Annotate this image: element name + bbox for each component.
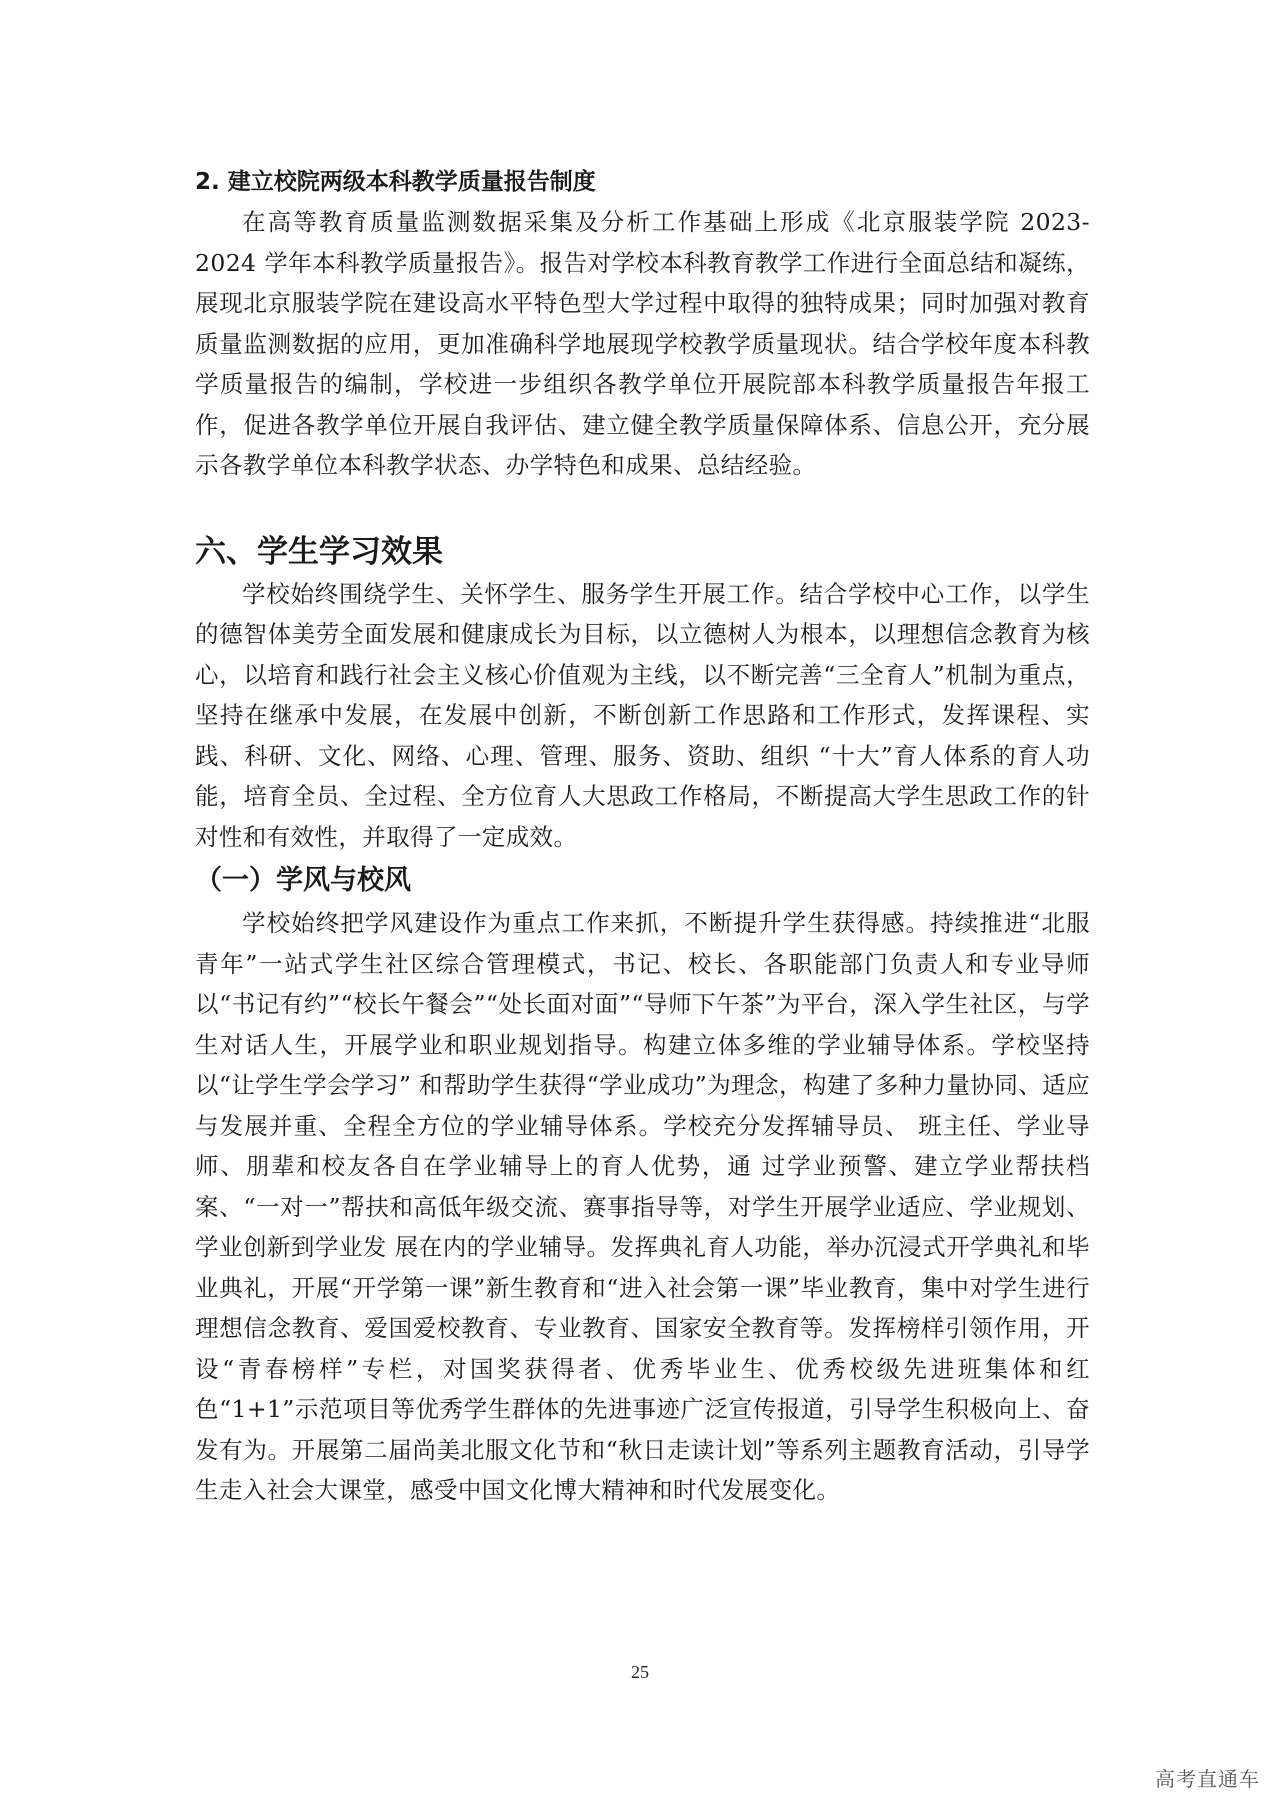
- learning-outcomes-intro-paragraph: 学校始终围绕学生、关怀学生、服务学生开展工作。结合学校中心工作，以学生的德智体美劳全面发展和健康成长为目标，以立德树人为根本，以理想信念教育为核心，以培育和践行社会主义核心价值观为主线，以不断完善“三全育人”机制为重点，坚持在继承中发展，在发展中创新，不断创新工作思路和工作形式，发挥课程、实践、科研、文化、网络、心理、管理、服务、资助、组织 “十大”育人体系的育人功能，培育全员、全过程、全方位育人大思政工作格局，不断提高大学生思政工作的针对性和有效性，并取得了一定成效。: [195, 579, 1090, 851]
- subsection-title-study-style: （一）学风与校风: [195, 865, 411, 896]
- report-system-paragraph: 在高等教育质量监测数据采集及分析工作基础上形成《北京服装学院 2023-2024 学年本科教学质量报告》。报告对学校本科教育教学工作进行全面总结和凝练，展现北京服装学院在建设高水平特色型大学过程中取得的独特成果；同时加强对教育质量监测数据的应用，更加准确科学地展现学校教学质量现状。结合学校年度本科教学质量报告的编制，学校进一步组织各教学单位开展院部本科教学质量报告年报工作，促进各教学单位开展自我评估、建立健全教学质量保障体系、信息公开，充分展示各教学单位本科教学状态、办学特色和成果、总结经验。: [195, 208, 1090, 479]
- study-style-paragraph: 学校始终把学风建设作为重点工作来抓，不断提升学生获得感。持续推进“北服青年”一站式学生社区综合管理模式，书记、校长、各职能部门负责人和专业导师以“书记有约”“校长午餐会”“处长面对面”“导师下午茶”为平台，深入学生社区，与学生对话人生，开展学业和职业规划指导。构建立体多维的学业辅导体系。学校坚持以“让学生学会学习” 和帮助学生获得“学业成功”为理念，构建了多种力量协同、适应 与发展并重、全程全方位的学业辅导体系。学校充分发挥辅导员、 班主任、学业导师、朋辈和校友各自在学业辅导上的育人优势，通 过学业预警、建立学业帮扶档案、“一对一”帮扶和高低年级交流、赛事指导等，对学生开展学业适应、学业规划、学业创新到学业发 展在内的学业辅导。发挥典礼育人功能，举办沉浸式开学典礼和毕业典礼，开展“开学第一课”新生教育和“进入社会第一课”毕业教育，集中对学生进行理想信念教育、爱国爱校教育、专业教育、国家安全教育等。发挥榜样引领作用，开设“青春榜样”专栏，对国奖获得者、优秀毕业生、优秀校级先进班集体和红色“1+1”示范项目等优秀学生群体的先进事迹广泛宣传报道，引导学生积极向上、奋发有为。开展第二届尚美北服文化节和“秋日走读计划”等系列主题教育活动，引导学生走入社会大课堂，感受中国文化博大精神和时代发展变化。: [195, 909, 1090, 1504]
- page-content: [195, 162, 1090, 1511]
- watermark-text: 高考直通车: [1155, 1767, 1260, 1791]
- subsection-heading-report-system: 2. 建立校院两级本科教学质量报告制度: [195, 169, 596, 195]
- page-number: 25: [631, 1662, 649, 1682]
- section-title-learning-outcomes: 六、学生学习效果: [195, 533, 443, 570]
